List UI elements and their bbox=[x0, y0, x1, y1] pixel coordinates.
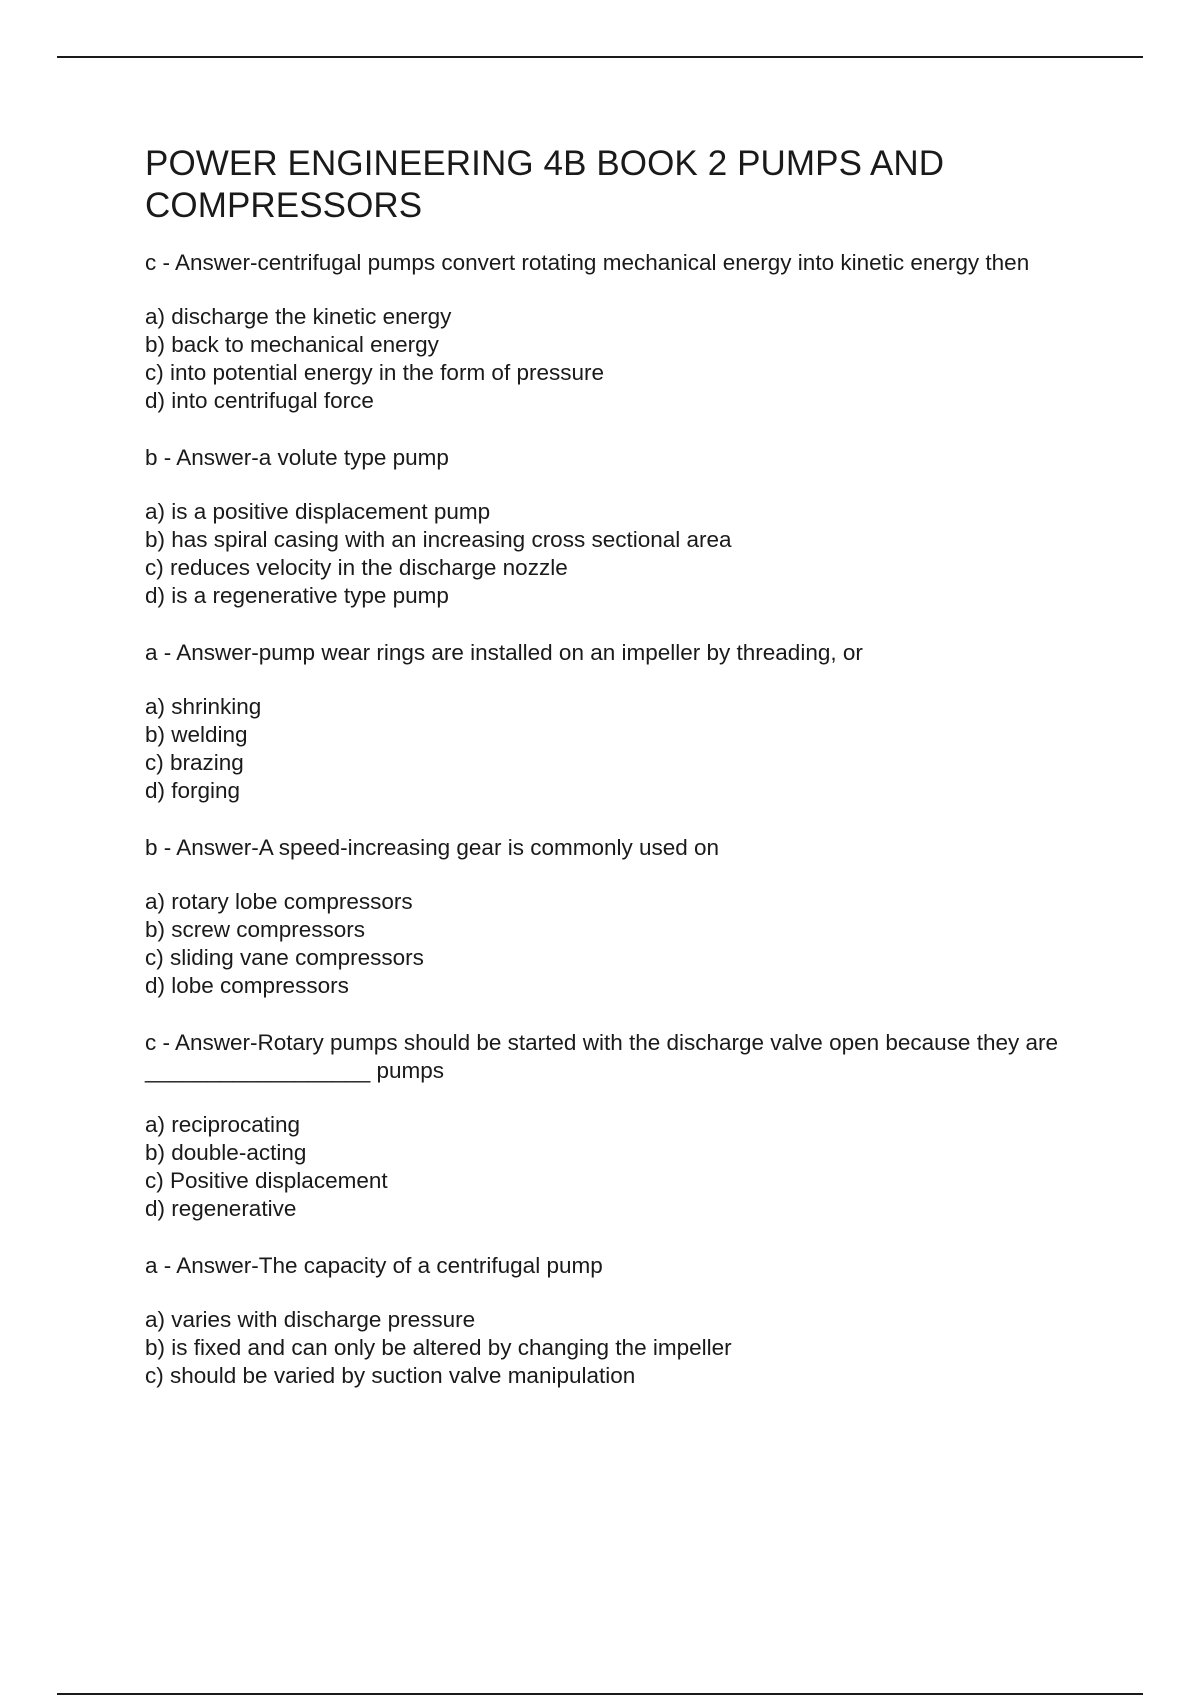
option-a: a) is a positive displacement pump bbox=[145, 499, 491, 524]
question-prompt: c - Answer-Rotary pumps should be started with the discharge valve open because they are __________________ pumps bbox=[145, 1030, 1058, 1083]
question-prompt: c - Answer-centrifugal pumps convert rotating mechanical energy into kinetic energy then bbox=[145, 250, 1030, 275]
option-b: b) screw compressors bbox=[145, 917, 366, 942]
option-a: a) rotary lobe compressors bbox=[145, 889, 413, 914]
answer-options bbox=[145, 303, 1105, 415]
question-prompt: b - Answer-A speed-increasing gear is commonly used on bbox=[145, 835, 720, 860]
question-prompt: a - Answer-pump wear rings are installed on an impeller by threading, or bbox=[145, 640, 863, 665]
option-c: c) into potential energy in the form of pressure bbox=[145, 360, 604, 385]
option-d: d) into centrifugal force bbox=[145, 388, 374, 413]
option-a: a) shrinking bbox=[145, 694, 262, 719]
option-c: c) sliding vane compressors bbox=[145, 945, 424, 970]
answer-options bbox=[145, 1306, 1105, 1390]
page-title: POWER ENGINEERING 4B BOOK 2 PUMPS AND COMPRESSORS bbox=[145, 144, 945, 225]
question-3 bbox=[145, 639, 1105, 805]
option-b: b) back to mechanical energy bbox=[145, 332, 439, 357]
bottom-rule bbox=[57, 1693, 1143, 1695]
option-a: a) reciprocating bbox=[145, 1112, 301, 1137]
question-1 bbox=[145, 249, 1105, 415]
answer-options bbox=[145, 498, 1105, 610]
option-b: b) has spiral casing with an increasing cross sectional area bbox=[145, 527, 732, 552]
question-4 bbox=[145, 834, 1105, 1000]
option-b: b) double-acting bbox=[145, 1140, 307, 1165]
question-prompt: a - Answer-The capacity of a centrifugal pump bbox=[145, 1253, 603, 1278]
answer-options bbox=[145, 1111, 1105, 1223]
question-2 bbox=[145, 444, 1105, 610]
top-rule bbox=[57, 56, 1143, 58]
question-prompt: b - Answer-a volute type pump bbox=[145, 445, 449, 470]
option-d: d) regenerative bbox=[145, 1196, 297, 1221]
option-c: c) Positive displacement bbox=[145, 1168, 388, 1193]
option-d: d) lobe compressors bbox=[145, 973, 349, 998]
option-a: a) discharge the kinetic energy bbox=[145, 304, 452, 329]
option-c: c) brazing bbox=[145, 750, 244, 775]
option-a: a) varies with discharge pressure bbox=[145, 1307, 476, 1332]
option-c: c) should be varied by suction valve manipulation bbox=[145, 1363, 636, 1388]
document-body bbox=[145, 143, 1105, 1419]
option-d: d) forging bbox=[145, 778, 241, 803]
option-d: d) is a regenerative type pump bbox=[145, 583, 449, 608]
option-c: c) reduces velocity in the discharge nozzle bbox=[145, 555, 568, 580]
option-b: b) welding bbox=[145, 722, 248, 747]
answer-options bbox=[145, 693, 1105, 805]
question-6 bbox=[145, 1252, 1105, 1390]
question-5 bbox=[145, 1029, 1105, 1223]
option-b: b) is fixed and can only be altered by changing the impeller bbox=[145, 1335, 732, 1360]
answer-options bbox=[145, 888, 1105, 1000]
